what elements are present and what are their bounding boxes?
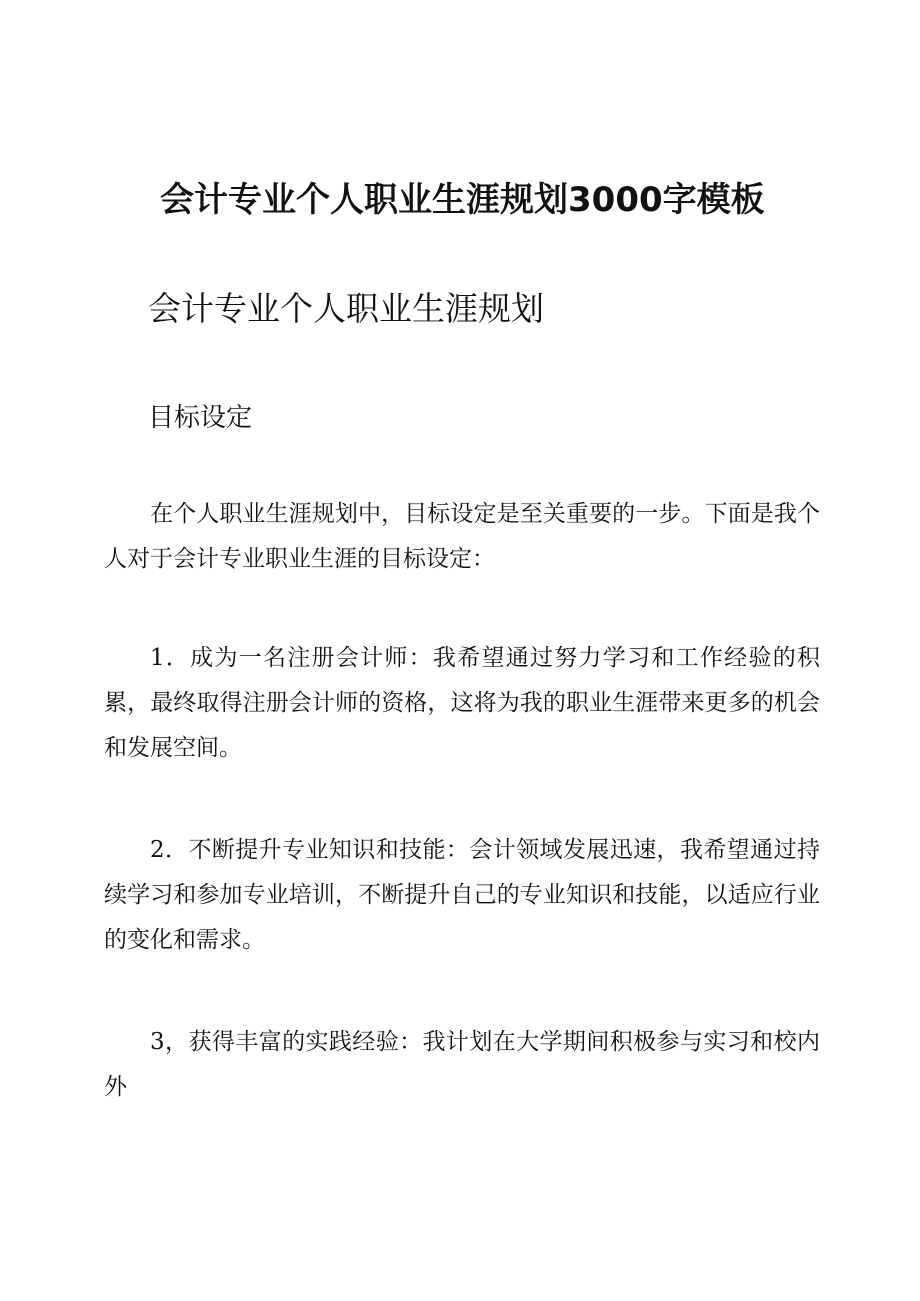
document-subtitle: 会计专业个人职业生涯规划	[148, 289, 544, 328]
goal-item-1: 1．成为一名注册会计师：我希望通过努力学习和工作经验的积累，最终取得注册会计师的资格，这将为我的职业生涯带来更多的机会和发展空间。	[104, 645, 820, 761]
goal-item-2: 2．不断提升专业知识和技能：会计领域发展迅速，我希望通过持续学习和参加专业培训，不断提升自己的专业知识和技能，以适应行业的变化和需求。	[104, 837, 820, 953]
document-title: 会计专业个人职业生涯规划3000字模板	[160, 180, 765, 220]
intro-paragraph: 在个人职业生涯规划中，目标设定是至关重要的一步。下面是我个人对于会计专业职业生涯的目标设定：	[104, 501, 820, 572]
section-heading-goal-setting: 目标设定	[148, 403, 253, 433]
goal-item-3: 3，获得丰富的实践经验：我计划在大学期间积极参与实习和校内外	[104, 1029, 820, 1100]
